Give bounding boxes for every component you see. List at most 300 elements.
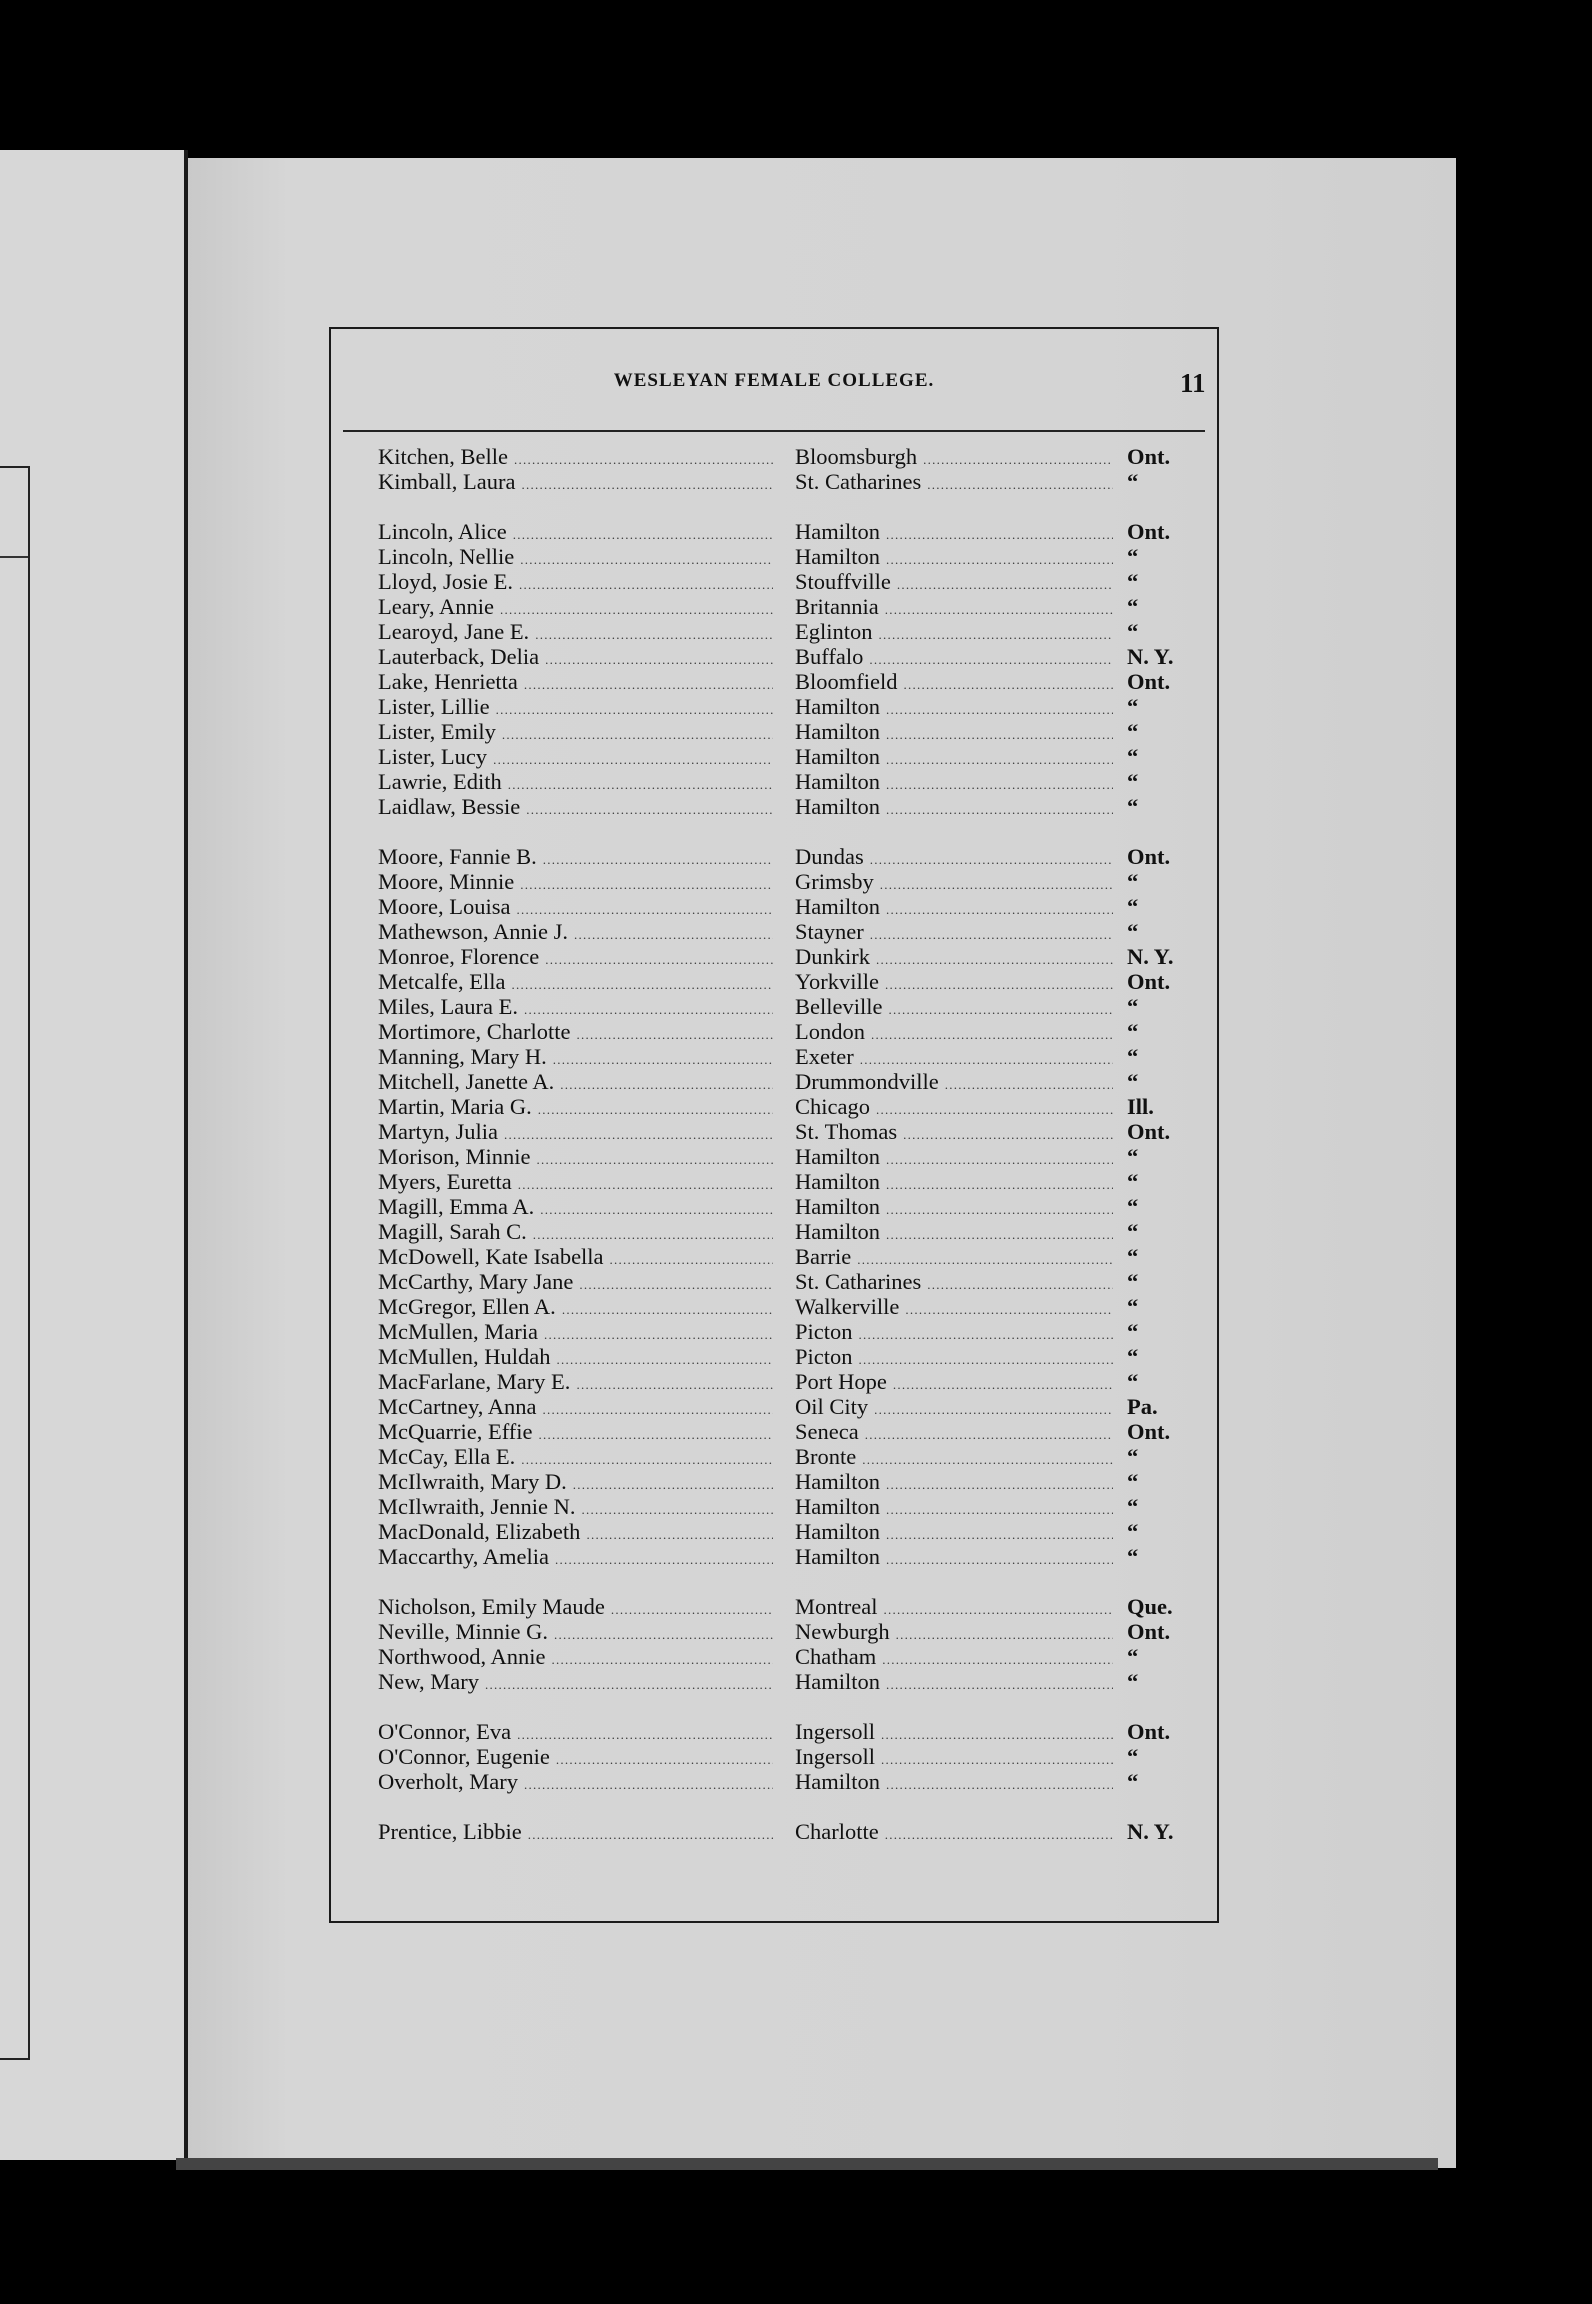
student-town-text: St. Thomas <box>795 1119 898 1144</box>
student-entry <box>378 794 1214 819</box>
facing-page-rule <box>0 556 28 558</box>
student-name-text: Overholt, Mary <box>378 1769 518 1794</box>
student-entry <box>378 1394 1214 1419</box>
student-name-text: Kitchen, Belle <box>378 444 508 469</box>
student-name-text: Lincoln, Alice <box>378 519 507 544</box>
student-province <box>1113 1544 1193 1569</box>
student-province-text: “ <box>1127 1644 1139 1669</box>
student-name-text: Magill, Emma A. <box>378 1194 535 1219</box>
student-town <box>773 719 1113 747</box>
student-town <box>773 1269 1113 1297</box>
student-name <box>378 1419 773 1447</box>
student-entry <box>378 1519 1214 1544</box>
student-name <box>378 1219 773 1247</box>
student-entry <box>378 1444 1214 1469</box>
student-name <box>378 944 773 972</box>
student-province <box>1113 844 1193 869</box>
student-name-text: McMullen, Huldah <box>378 1344 551 1369</box>
student-name-text: Martin, Maria G. <box>378 1094 532 1119</box>
student-entry <box>378 1469 1214 1494</box>
student-province <box>1113 619 1193 644</box>
student-name <box>378 569 773 597</box>
student-province <box>1113 1269 1193 1294</box>
student-entry <box>378 1594 1214 1619</box>
student-town <box>773 619 1113 647</box>
student-entry <box>378 1094 1214 1119</box>
student-province <box>1113 1669 1193 1694</box>
student-province-text: “ <box>1127 1169 1139 1194</box>
student-name <box>378 1619 773 1647</box>
student-name-text: Learoyd, Jane E. <box>378 619 530 644</box>
student-town-text: Bloomfield <box>795 669 898 694</box>
student-name-text: Myers, Euretta <box>378 1169 512 1194</box>
student-province <box>1113 644 1193 669</box>
student-entry <box>378 1119 1214 1144</box>
student-entry <box>378 1294 1214 1319</box>
student-entry <box>378 519 1214 544</box>
student-name <box>378 594 773 622</box>
letter-group <box>378 1594 1214 1694</box>
student-town <box>773 1744 1113 1772</box>
student-town <box>773 1644 1113 1672</box>
student-entry <box>378 1269 1214 1294</box>
student-province-text: “ <box>1127 1469 1139 1494</box>
student-province <box>1113 1719 1193 1744</box>
student-town <box>773 1469 1113 1497</box>
student-name <box>378 744 773 772</box>
student-province-text: “ <box>1127 469 1139 494</box>
student-name-text: Lister, Lillie <box>378 694 490 719</box>
student-province <box>1113 1019 1193 1044</box>
student-name-text: Lake, Henrietta <box>378 669 518 694</box>
student-name <box>378 1769 773 1797</box>
student-town-text: Hamilton <box>795 1544 880 1569</box>
student-entry <box>378 544 1214 569</box>
student-town <box>773 519 1113 547</box>
student-province-text: “ <box>1127 1194 1139 1219</box>
student-town-text: Charlotte <box>795 1819 879 1844</box>
student-name <box>378 1494 773 1522</box>
student-province-text: “ <box>1127 1144 1139 1169</box>
student-town <box>773 1769 1113 1797</box>
student-town <box>773 1819 1113 1847</box>
student-name-text: Maccarthy, Amelia <box>378 1544 549 1569</box>
student-province-text: “ <box>1127 544 1139 569</box>
student-province-text: “ <box>1127 994 1139 1019</box>
student-town-text: Hamilton <box>795 1144 880 1169</box>
student-name <box>378 994 773 1022</box>
student-province-text: “ <box>1127 619 1139 644</box>
student-name <box>378 869 773 897</box>
student-town <box>773 469 1113 497</box>
student-entry <box>378 719 1214 744</box>
student-name <box>378 1269 773 1297</box>
student-province-text: “ <box>1127 1519 1139 1544</box>
student-town-text: Hamilton <box>795 1519 880 1544</box>
student-entry <box>378 1769 1214 1794</box>
student-name <box>378 1094 773 1122</box>
student-province <box>1113 519 1193 544</box>
student-name-text: Lister, Emily <box>378 719 496 744</box>
student-name-text: Lincoln, Nellie <box>378 544 515 569</box>
student-province <box>1113 1744 1193 1769</box>
student-town <box>773 769 1113 797</box>
student-province <box>1113 1069 1193 1094</box>
student-province-text: “ <box>1127 1769 1139 1794</box>
student-name <box>378 1144 773 1172</box>
student-name-text: McQuarrie, Effie <box>378 1419 533 1444</box>
student-province <box>1113 919 1193 944</box>
student-town-text: St. Catharines <box>795 469 922 494</box>
student-name <box>378 769 773 797</box>
student-province <box>1113 1319 1193 1344</box>
student-entry <box>378 844 1214 869</box>
student-town-text: Walkerville <box>795 1294 900 1319</box>
student-name-text: Lloyd, Josie E. <box>378 569 513 594</box>
student-name-text: Lawrie, Edith <box>378 769 502 794</box>
student-province <box>1113 1619 1193 1644</box>
student-name <box>378 1719 773 1747</box>
student-town-text: Chatham <box>795 1644 877 1669</box>
student-town-text: Grimsby <box>795 869 874 894</box>
student-province <box>1113 1394 1193 1419</box>
student-name-text: Prentice, Libbie <box>378 1819 522 1844</box>
student-name <box>378 1519 773 1547</box>
student-name-text: Leary, Annie <box>378 594 494 619</box>
student-entry <box>378 1069 1214 1094</box>
student-province <box>1113 669 1193 694</box>
student-name <box>378 1469 773 1497</box>
student-town <box>773 569 1113 597</box>
student-town-text: Hamilton <box>795 1669 880 1694</box>
student-name <box>378 1819 773 1847</box>
student-town <box>773 644 1113 672</box>
student-name-text: Nicholson, Emily Maude <box>378 1594 605 1619</box>
student-name-text: Kimball, Laura <box>378 469 516 494</box>
student-town-text: Barrie <box>795 1244 852 1269</box>
student-town-text: Yorkville <box>795 969 879 994</box>
student-town-text: Hamilton <box>795 1494 880 1519</box>
student-province-text: Ont. <box>1127 969 1171 994</box>
student-entry <box>378 1244 1214 1269</box>
student-province <box>1113 1094 1193 1119</box>
student-town-text: Chicago <box>795 1094 870 1119</box>
student-province <box>1113 1469 1193 1494</box>
student-town-text: Hamilton <box>795 544 880 569</box>
student-entry <box>378 1669 1214 1694</box>
student-name-text: Moore, Fannie B. <box>378 844 537 869</box>
student-name-text: Martyn, Julia <box>378 1119 498 1144</box>
student-entry <box>378 619 1214 644</box>
student-province-text: N. Y. <box>1127 644 1174 669</box>
student-name-text: Northwood, Annie <box>378 1644 546 1669</box>
student-town <box>773 894 1113 922</box>
student-name <box>378 969 773 997</box>
facing-page-edge <box>0 150 186 2160</box>
student-name-text: Manning, Mary H. <box>378 1044 547 1069</box>
student-province-text: Ont. <box>1127 844 1171 869</box>
student-province-text: “ <box>1127 744 1139 769</box>
facing-page-frame <box>0 466 30 2060</box>
student-town-text: Britannia <box>795 594 879 619</box>
student-name <box>378 844 773 872</box>
student-name-text: McCarthy, Mary Jane <box>378 1269 574 1294</box>
student-province-text: Pa. <box>1127 1394 1158 1419</box>
student-name <box>378 1444 773 1472</box>
student-town-text: Stouffville <box>795 569 891 594</box>
student-town <box>773 1419 1113 1447</box>
student-name <box>378 1194 773 1222</box>
student-town <box>773 1094 1113 1122</box>
student-town-text: Hamilton <box>795 719 880 744</box>
student-name <box>378 1119 773 1147</box>
student-town <box>773 1044 1113 1072</box>
student-province-text: “ <box>1127 1444 1139 1469</box>
student-province <box>1113 1119 1193 1144</box>
student-town <box>773 1494 1113 1522</box>
student-province-text: “ <box>1127 1344 1139 1369</box>
student-province-text: “ <box>1127 569 1139 594</box>
student-name <box>378 694 773 722</box>
student-town-text: Picton <box>795 1344 853 1369</box>
student-entry <box>378 694 1214 719</box>
student-province <box>1113 694 1193 719</box>
student-province-text: “ <box>1127 894 1139 919</box>
student-province-text: “ <box>1127 919 1139 944</box>
student-town <box>773 1444 1113 1472</box>
student-name <box>378 1594 773 1622</box>
student-town-text: Newburgh <box>795 1619 890 1644</box>
student-town-text: Dundas <box>795 844 864 869</box>
student-province-text: “ <box>1127 1269 1139 1294</box>
student-name <box>378 1244 773 1272</box>
student-name-text: Morison, Minnie <box>378 1144 531 1169</box>
letter-group <box>378 1719 1214 1794</box>
student-name <box>378 1344 773 1372</box>
student-province-text: “ <box>1127 594 1139 619</box>
student-town-text: Hamilton <box>795 894 880 919</box>
student-town <box>773 994 1113 1022</box>
student-province <box>1113 1244 1193 1269</box>
student-town-text: Eglinton <box>795 619 873 644</box>
student-name-text: Lauterback, Delia <box>378 644 540 669</box>
student-town <box>773 744 1113 772</box>
student-entry <box>378 444 1214 469</box>
student-town <box>773 1219 1113 1247</box>
student-entry <box>378 1144 1214 1169</box>
student-entry <box>378 1044 1214 1069</box>
student-entry <box>378 1819 1214 1844</box>
student-name-text: McMullen, Maria <box>378 1319 538 1344</box>
student-town-text: Picton <box>795 1319 853 1344</box>
student-town <box>773 1719 1113 1747</box>
student-town <box>773 919 1113 947</box>
student-province-text: “ <box>1127 1244 1139 1269</box>
student-province <box>1113 1169 1193 1194</box>
student-name <box>378 469 773 497</box>
letter-group <box>378 519 1214 819</box>
student-name <box>378 1169 773 1197</box>
student-town-text: Hamilton <box>795 519 880 544</box>
student-province <box>1113 1044 1193 1069</box>
student-province-text: Que. <box>1127 1594 1173 1619</box>
student-town-text: Port Hope <box>795 1369 887 1394</box>
student-entry <box>378 744 1214 769</box>
student-town-text: Hamilton <box>795 1194 880 1219</box>
student-entry <box>378 769 1214 794</box>
student-province-text: Ont. <box>1127 1619 1171 1644</box>
page-shadow <box>176 2158 1438 2170</box>
student-town <box>773 1144 1113 1172</box>
student-town <box>773 1244 1113 1272</box>
student-town-text: Ingersoll <box>795 1744 875 1769</box>
student-town <box>773 1619 1113 1647</box>
student-name <box>378 1744 773 1772</box>
student-province-text: “ <box>1127 1369 1139 1394</box>
student-province-text: Ont. <box>1127 1119 1171 1144</box>
student-town-text: London <box>795 1019 865 1044</box>
student-entry <box>378 1544 1214 1569</box>
student-town-text: Hamilton <box>795 769 880 794</box>
student-province-text: “ <box>1127 794 1139 819</box>
student-name <box>378 669 773 697</box>
student-town <box>773 944 1113 972</box>
student-town <box>773 1394 1113 1422</box>
student-province <box>1113 744 1193 769</box>
letter-group <box>378 1819 1214 1844</box>
student-province-text: N. Y. <box>1127 944 1174 969</box>
student-province <box>1113 794 1193 819</box>
student-province <box>1113 1294 1193 1319</box>
student-name-text: New, Mary <box>378 1669 480 1694</box>
student-province <box>1113 1369 1193 1394</box>
student-town-text: Oil City <box>795 1394 869 1419</box>
student-name-text: McGregor, Ellen A. <box>378 1294 556 1319</box>
student-town <box>773 869 1113 897</box>
student-entry <box>378 1419 1214 1444</box>
student-province-text: “ <box>1127 694 1139 719</box>
student-province <box>1113 1594 1193 1619</box>
student-town-text: Hamilton <box>795 1169 880 1194</box>
student-entry <box>378 1194 1214 1219</box>
student-name <box>378 1044 773 1072</box>
student-entry <box>378 1344 1214 1369</box>
student-name-text: Moore, Louisa <box>378 894 511 919</box>
student-name-text: Mortimore, Charlotte <box>378 1019 571 1044</box>
student-province <box>1113 869 1193 894</box>
student-name <box>378 1544 773 1572</box>
student-name-text: McIlwraith, Mary D. <box>378 1469 567 1494</box>
student-province <box>1113 1419 1193 1444</box>
student-entry <box>378 994 1214 1019</box>
student-name <box>378 544 773 572</box>
student-entry <box>378 1644 1214 1669</box>
student-name <box>378 894 773 922</box>
student-name <box>378 1319 773 1347</box>
student-list <box>378 444 1214 1844</box>
student-entry <box>378 1169 1214 1194</box>
student-entry <box>378 944 1214 969</box>
student-town <box>773 1194 1113 1222</box>
student-province <box>1113 1219 1193 1244</box>
student-town-text: Hamilton <box>795 1469 880 1494</box>
student-town-text: Hamilton <box>795 744 880 769</box>
student-province-text: “ <box>1127 1294 1139 1319</box>
letter-group <box>378 444 1214 494</box>
student-name-text: Mathewson, Annie J. <box>378 919 568 944</box>
running-head: WESLEYAN FEMALE COLLEGE. <box>613 370 935 391</box>
student-province <box>1113 894 1193 919</box>
student-name <box>378 1069 773 1097</box>
student-name-text: Magill, Sarah C. <box>378 1219 527 1244</box>
student-town <box>773 1594 1113 1622</box>
student-entry <box>378 1719 1214 1744</box>
student-province <box>1113 444 1193 469</box>
student-province-text: “ <box>1127 869 1139 894</box>
student-town-text: St. Catharines <box>795 1269 922 1294</box>
student-town <box>773 794 1113 822</box>
student-town-text: Buffalo <box>795 644 864 669</box>
student-town <box>773 1319 1113 1347</box>
student-province <box>1113 769 1193 794</box>
student-name-text: Lister, Lucy <box>378 744 488 769</box>
student-province-text: “ <box>1127 1494 1139 1519</box>
student-town <box>773 1519 1113 1547</box>
student-entry <box>378 594 1214 619</box>
student-town-text: Montreal <box>795 1594 878 1619</box>
student-town <box>773 1344 1113 1372</box>
student-entry <box>378 1494 1214 1519</box>
header-rule <box>343 430 1205 432</box>
student-town-text: Hamilton <box>795 694 880 719</box>
student-name <box>378 1644 773 1672</box>
student-province-text: “ <box>1127 1044 1139 1069</box>
student-province <box>1113 1194 1193 1219</box>
student-entry <box>378 1319 1214 1344</box>
student-town <box>773 1544 1113 1572</box>
student-name <box>378 1369 773 1397</box>
student-name-text: O'Connor, Eva <box>378 1719 512 1744</box>
student-name <box>378 1669 773 1697</box>
student-entry <box>378 1219 1214 1244</box>
student-town-text: Hamilton <box>795 1769 880 1794</box>
student-province-text: Ont. <box>1127 1419 1171 1444</box>
student-name-text: MacDonald, Elizabeth <box>378 1519 581 1544</box>
student-province-text: Ont. <box>1127 1719 1171 1744</box>
student-entry <box>378 1019 1214 1044</box>
student-province <box>1113 569 1193 594</box>
student-province-text: Ill. <box>1127 1094 1154 1119</box>
student-province <box>1113 544 1193 569</box>
student-name <box>378 1019 773 1047</box>
student-town <box>773 544 1113 572</box>
student-town <box>773 969 1113 997</box>
student-province-text: “ <box>1127 769 1139 794</box>
student-province-text: “ <box>1127 1069 1139 1094</box>
student-name-text: Moore, Minnie <box>378 869 515 894</box>
student-name <box>378 794 773 822</box>
student-entry <box>378 644 1214 669</box>
student-town <box>773 844 1113 872</box>
student-province <box>1113 1444 1193 1469</box>
student-province <box>1113 1769 1193 1794</box>
student-town <box>773 594 1113 622</box>
student-name-text: MacFarlane, Mary E. <box>378 1369 571 1394</box>
student-province-text: “ <box>1127 1744 1139 1769</box>
student-entry <box>378 969 1214 994</box>
student-entry <box>378 469 1214 494</box>
student-name-text: Monroe, Florence <box>378 944 540 969</box>
